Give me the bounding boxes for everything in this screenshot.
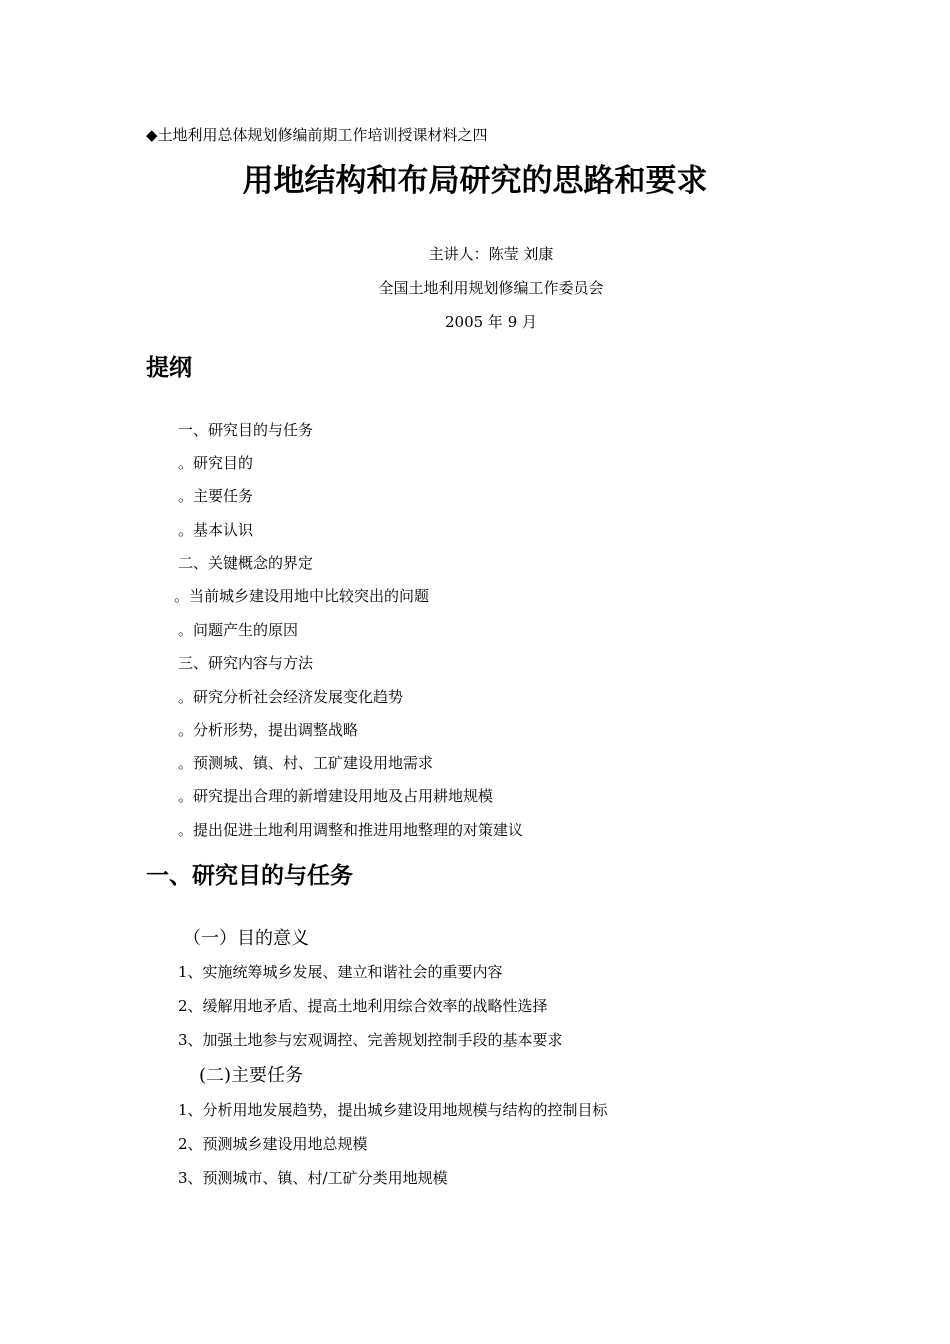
outline-item: 。研究目的 [178,454,254,472]
outline-item: 二、关键概念的界定 [178,554,314,572]
list-item: 2、缓解用地矛盾、提高土地利用综合效率的战略性选择 [178,997,548,1015]
outline-item: 。研究分析社会经济发展变化趋势 [178,688,404,706]
outline-item: 。分析形势，提出调整战略 [178,721,359,739]
outline-item: 。提出促进土地利用调整和推进用地整理的对策建议 [178,821,524,839]
outline-item: 。主要任务 [178,487,254,505]
date-line: 2005 年 9 月 [444,313,538,331]
committee-line: 全国土地利用规划修编工作委员会 [378,279,604,297]
series-note: ◆土地利用总体规划修编前期工作培训授课材料之四 [146,126,488,144]
list-item: 1、实施统筹城乡发展、建立和谐社会的重要内容 [178,963,503,981]
outline-item: 。问题产生的原因 [178,621,299,639]
section-1-heading: 一、研究目的与任务 [146,863,353,889]
outline-item: 三、研究内容与方法 [178,654,314,672]
subsection-heading: (二)主要任务 [199,1065,304,1086]
list-item: 2、预测城乡建设用地总规模 [178,1135,368,1153]
outline-heading: 提纲 [146,355,192,381]
outline-item: 。基本认识 [178,521,254,539]
list-item: 1、分析用地发展趋势，提出城乡建设用地规模与结构的控制目标 [178,1101,608,1119]
outline-item: 。预测城、镇、村、工矿建设用地需求 [178,754,434,772]
outline-item: 。当前城乡建设用地中比较突出的问题 [174,587,430,605]
speaker-line: 主讲人：陈莹 刘康 [428,245,554,263]
outline-item: 。研究提出合理的新增建设用地及占用耕地规模 [178,787,494,805]
outline-item: 一、研究目的与任务 [178,421,314,439]
list-item: 3、预测城市、镇、村/工矿分类用地规模 [178,1169,448,1187]
list-item: 3、加强土地参与宏观调控、完善规划控制手段的基本要求 [178,1031,563,1049]
subsection-heading: （一）目的意义 [183,928,309,949]
document-title: 用地结构和布局研究的思路和要求 [242,163,708,199]
